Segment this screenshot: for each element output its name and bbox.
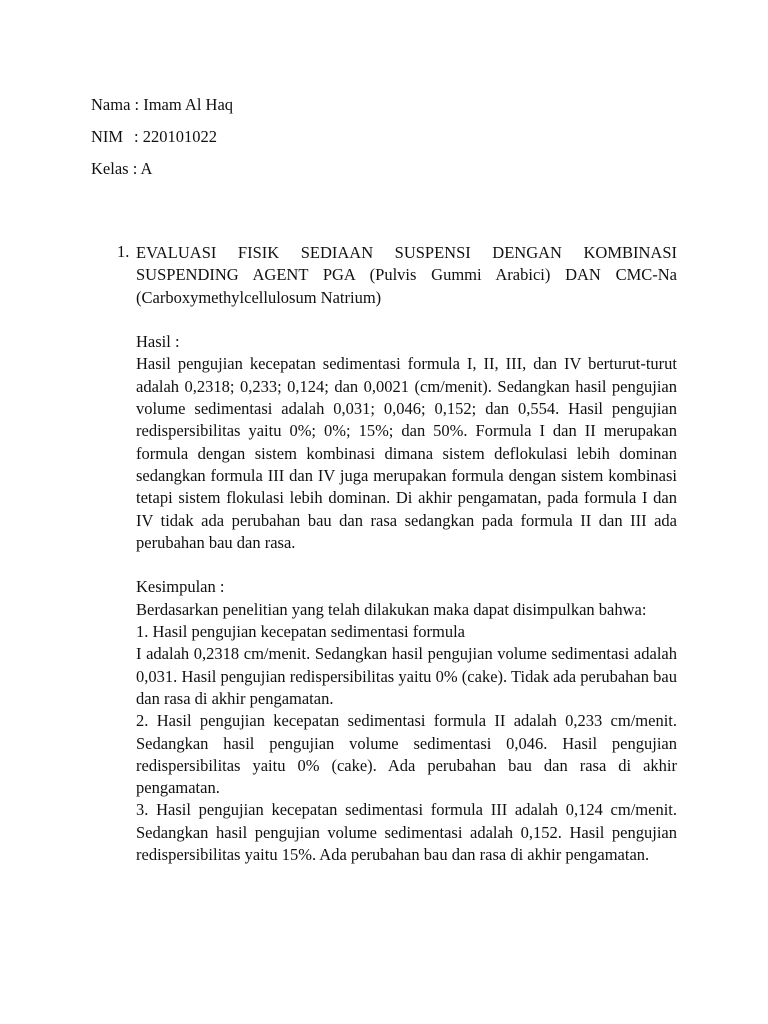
kesimpulan-intro: Berdasarkan penelitian yang telah dilakukan maka dapat disimpulkan bahwa: <box>136 599 647 619</box>
hasil-heading: Hasil : <box>136 332 180 352</box>
student-nim <box>91 125 491 157</box>
item-title-line-1: EVALUASI FISIK SEDIAAN SUSPENSI DENGAN KOMBINASI <box>136 243 677 262</box>
conclusion-point-3: 3. Hasil pengujian kecepatan sedimentasi formula III adalah 0,124 cm/menit. Sedangkan hasil pengujian volume sedimentasi adalah 0,152. Hasil pengujian redispersibilitas yaitu 15%. Ada perubahan bau dan rasa di akhir pengamatan. <box>136 800 677 865</box>
item-title-line-2: SUSPENDING AGENT PGA (Pulvis Gummi Arabici) DAN CMC-Na <box>136 265 677 285</box>
nim-label: NIM <box>91 127 124 146</box>
student-name: Nama : Imam Al Haq <box>91 95 234 114</box>
student-class: Kelas : A <box>91 159 153 178</box>
conclusion-point-1: I adalah 0,2318 cm/menit. Sedangkan hasil pengujian volume sedimentasi adalah 0,031. Hasil pengujian redispersibilitas yaitu 0% (cake). Tidak ada perubahan bau dan rasa di akhir pengamatan. <box>136 644 677 708</box>
item-body <box>136 242 677 866</box>
nim-value: : 220101022 <box>134 127 217 146</box>
conclusion-point-2: 2. Hasil pengujian kecepatan sedimentasi formula II adalah 0,233 cm/menit. Sedangkan hasil pengujian volume sedimentasi 0,046. Hasil pengujian redispersibilitas yaitu 0% (cake). Ada perubahan bau dan rasa di akhir pengamatan. <box>136 711 677 798</box>
conclusion-point-1-heading: 1. Hasil pengujian kecepatan sedimentasi formula <box>136 622 465 642</box>
item-title-line-3: (Carboxymethylcellulosum Natrium) <box>136 287 382 307</box>
student-info <box>91 93 491 189</box>
hasil-paragraph: Hasil pengujian kecepatan sedimentasi formula I, II, III, dan IV berturut-turut adalah 0,2318; 0,233; 0,124; dan 0,0021 (cm/menit). Sedangkan hasil pengujian volume sedimentasi adalah 0,031; 0,046; 0,152; dan 0,554. Hasil pengujian redispersibilitas yaitu 0%; 0%; 15%; dan 50%. Formula I dan II merupakan formula dengan sistem kombinasi dimana sistem deflokulasi lebih dominan sedangkan formula III dan IV juga merupakan formula dengan sistem kombinasi tetapi sistem flokulasi lebih dominan. Di akhir pengamatan, pada formula I dan IV tidak ada perubahan bau dan rasa sedangkan pada formula II dan III ada perubahan bau dan rasa. <box>136 354 677 552</box>
kesimpulan-heading: Kesimpulan : <box>136 577 225 597</box>
item-number: 1. <box>117 242 130 261</box>
